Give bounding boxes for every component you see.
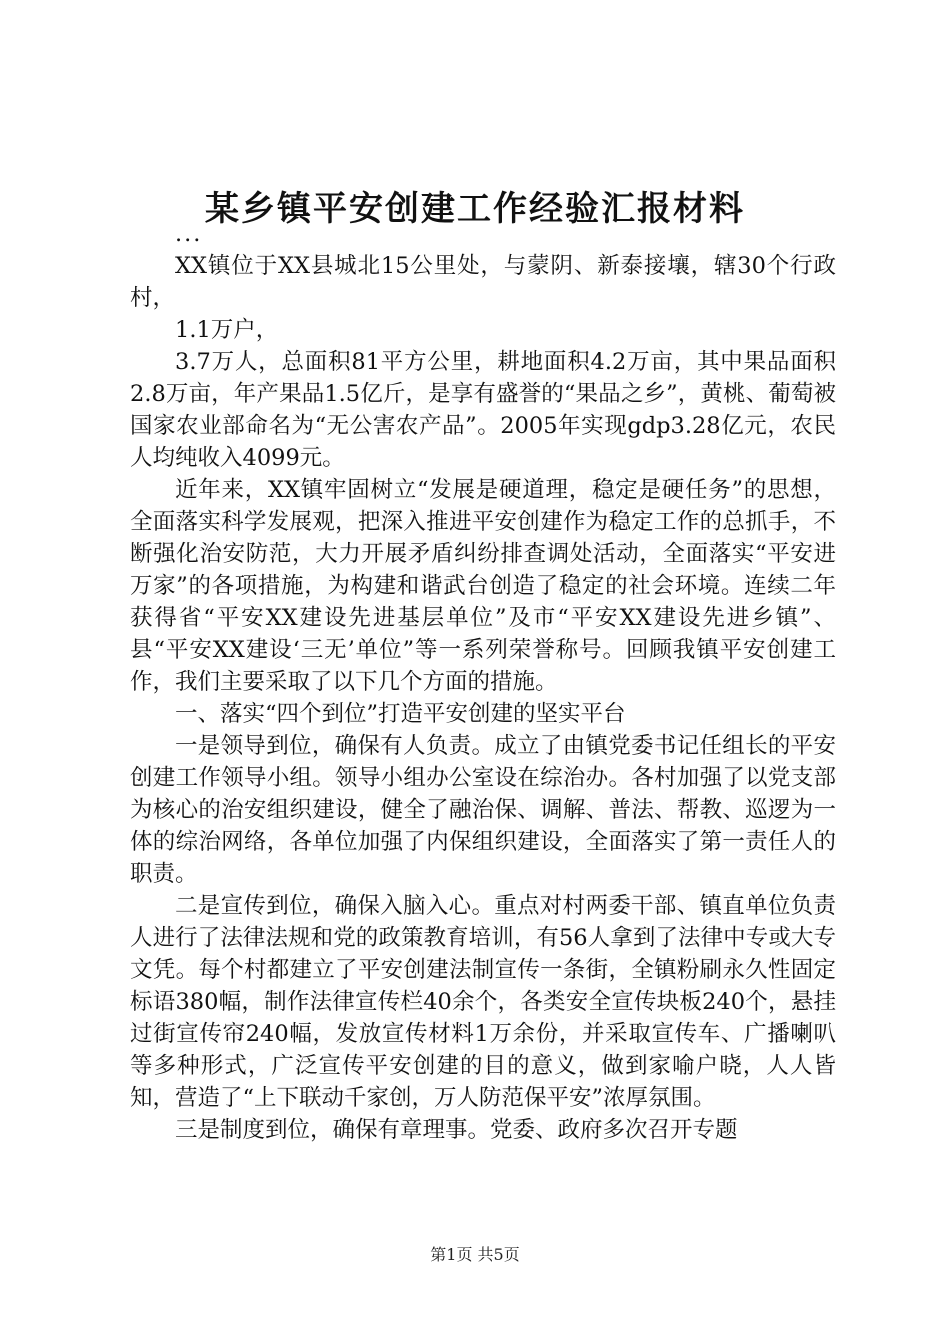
body-paragraph: 一是领导到位，确保有人负责。成立了由镇党委书记任组长的平安创建工作领导小组。领导小组办公室设在综治办。各村加强了以党支部为核心的治安组织建设，健全了融治保、调解、普法、帮教、巡逻为一体的综治网络，各单位加强了内保组织建设，全面落实了第一责任人的职责。: [130, 733, 836, 887]
page-footer: 第1页 共5页: [430, 1245, 520, 1264]
body-paragraph: 3.7万人，总面积81平方公里，耕地面积4.2万亩，其中果品面积2.8万亩，年产果品1.5亿斤，是享有盛誉的“果品之乡”，黄桃、葡萄被国家农业部命名为“无公害农产品”。2005年实现gdp3.28亿元，农民人均纯收入4099元。: [130, 349, 836, 471]
body-paragraph: 近年来，XX镇牢固树立“发展是硬道理，稳定是硬任务”的思想，全面落实科学发展观，把深入推进平安创建作为稳定工作的总抓手，不断强化治安防范，大力开展矛盾纠纷排查调处活动，全面落实“平安进万家”的各项措施，为构建和谐武台创造了稳定的社会环境。连续二年获得省“平安XX建设先进基层单位”及市“平安XX建设先进乡镇”、县“平安XX建设‘三无’单位”等一系列荣誉称号。回顾我镇平安创建工作，我们主要采取了以下几个方面的措施。: [130, 477, 836, 695]
body-paragraph-ellipsis: ...: [175, 221, 203, 247]
body-paragraph: 三是制度到位，确保有章理事。党委、政府多次召开专题: [175, 1117, 738, 1143]
section-heading: 一、落实“四个到位”打造平安创建的坚实平台: [175, 701, 626, 727]
document-title: 某乡镇平安创建工作经验汇报材料: [205, 189, 745, 229]
body-paragraph: XX镇位于XX县城北15公里处，与蒙阴、新泰接壤，辖30个行政村，: [130, 253, 836, 311]
document-body: [130, 218, 836, 1146]
body-paragraph: 二是宣传到位，确保入脑入心。重点对村两委干部、镇直单位负责人进行了法律法规和党的政策教育培训，有56人拿到了法律中专或大专文凭。每个村都建立了平安创建法制宣传一条街，全镇粉刷永久性固定标语380幅，制作法律宣传栏40余个，各类安全宣传块板240个，悬挂过街宣传帘240幅，发放宣传材料1万余份，并采取宣传车、广播喇叭等多种形式，广泛宣传平安创建的目的意义，做到家喻户晓，人人皆知，营造了“上下联动千家创，万人防范保平安”浓厚氛围。: [130, 893, 836, 1111]
body-paragraph: 1.1万户，: [175, 317, 279, 343]
